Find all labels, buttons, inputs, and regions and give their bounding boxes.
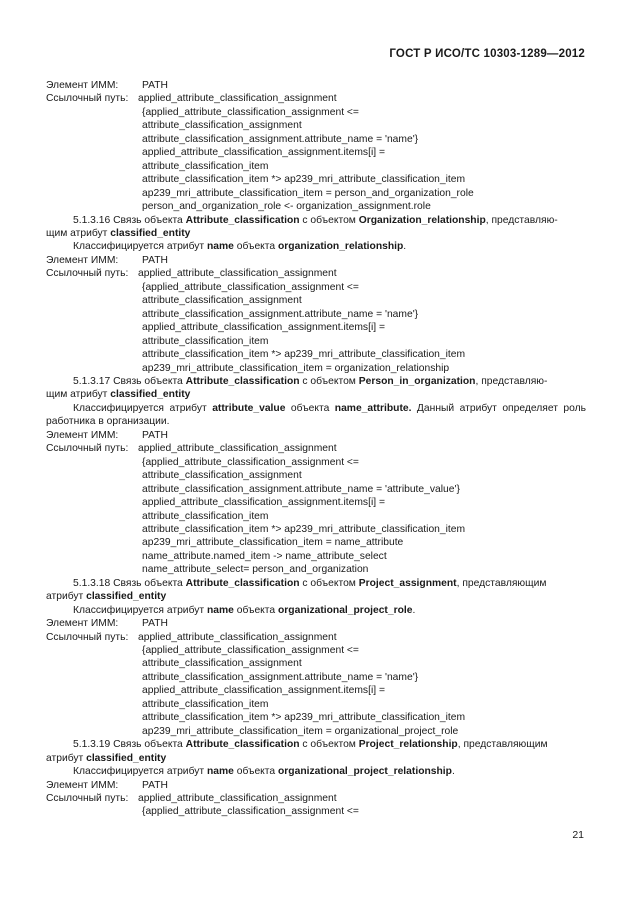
reference-path-line: {applied_attribute_classification_assignment <= <box>142 456 359 468</box>
reference-path-line: name_attribute.named_item -> name_attribute_select <box>142 550 387 562</box>
classification-note <box>46 240 586 253</box>
reference-path-line: attribute_classification_assignment.attribute_name = 'name'} <box>142 671 419 683</box>
reference-path-label: Ссылочный путь: <box>46 93 129 105</box>
reference-path-line: ap239_mri_attribute_classification_item = name_attribute <box>142 537 404 549</box>
heading-text: , представляю- <box>475 375 548 387</box>
section-number: 5.1.3.19 <box>73 739 111 751</box>
mim-element-row <box>46 429 586 442</box>
reference-path-line: attribute_classification_item *> ap239_mri_attribute_classification_item <box>142 349 466 361</box>
note-text: . <box>403 241 407 253</box>
section-number: 5.1.3.17 <box>73 375 111 387</box>
reference-path-line: ap239_mri_attribute_classification_item = organization_relationship <box>142 362 450 374</box>
reference-path-line: applied_attribute_classification_assignment <box>138 93 337 105</box>
reference-path-label: Ссылочный путь: <box>46 793 129 805</box>
heading-text: с объектом <box>299 739 359 751</box>
reference-path-line: attribute_classification_item <box>142 510 269 522</box>
target-entity-name: Person_in_organization <box>358 375 476 387</box>
target-entity-name: Project_relationship <box>358 739 458 751</box>
mim-element-value: PATH <box>142 779 168 791</box>
target-entity-name: Organization_relationship <box>358 214 486 226</box>
section-number: 5.1.3.16 <box>73 214 111 226</box>
reference-path-line: ap239_mri_attribute_classification_item = person_and_organization_role <box>142 187 474 199</box>
section-heading <box>46 738 586 765</box>
object-name: name_attribute. <box>334 402 412 414</box>
attribute-name: attribute_value <box>212 402 286 414</box>
heading-text: с объектом <box>299 214 359 226</box>
classification-note <box>46 604 586 617</box>
reference-path-label: Ссылочный путь: <box>46 443 129 455</box>
entity-name: Attribute_classification <box>185 577 300 589</box>
reference-path-line: {applied_attribute_classification_assignment <= <box>142 106 359 118</box>
heading-text: с объектом <box>299 375 359 387</box>
attribute-name: name <box>206 766 234 778</box>
reference-path-line: attribute_classification_item <box>142 160 269 172</box>
note-text: объекта <box>233 241 278 253</box>
reference-path-row <box>46 792 586 805</box>
note-text: Данный атрибут определяет роль работника в организации. <box>46 402 587 428</box>
attribute-name: name <box>206 241 234 253</box>
note-text: объекта <box>233 766 278 778</box>
reference-path-row <box>46 92 586 105</box>
reference-path-row <box>46 631 586 644</box>
heading-text: с объектом <box>299 577 359 589</box>
reference-path-line: applied_attribute_classification_assignment <box>138 631 337 643</box>
reference-path-row <box>46 442 586 455</box>
mim-element-label: Элемент ИММ: <box>46 80 119 91</box>
reference-path-line: {applied_attribute_classification_assignment <= <box>142 645 359 657</box>
object-name: organizational_project_relationship <box>278 766 452 778</box>
note-text: объекта <box>233 604 278 616</box>
reference-path-line: applied_attribute_classification_assignment.items[i] = <box>142 685 385 697</box>
target-entity-name: Project_assignment <box>358 577 457 589</box>
reference-path-line: ap239_mri_attribute_classification_item = organizational_project_role <box>142 725 459 737</box>
page-number: 21 <box>572 829 584 841</box>
note-text: . <box>451 766 455 778</box>
reference-path-row <box>46 267 586 280</box>
mim-element-row <box>46 779 586 792</box>
reference-path-line: attribute_classification_assignment <box>142 470 302 482</box>
reference-path-line: applied_attribute_classification_assignment.items[i] = <box>142 322 385 334</box>
reference-path-line: applied_attribute_classification_assignment <box>138 268 337 280</box>
classification-note <box>46 402 586 429</box>
section-heading <box>46 214 586 241</box>
section-number: 5.1.3.18 <box>73 577 111 589</box>
heading-text: , представляющим <box>457 739 548 751</box>
note-text: Классифицируется атрибут <box>73 241 207 253</box>
object-name: organizational_project_role <box>278 604 413 616</box>
mim-element-row <box>46 254 586 267</box>
note-text: Классифицируется атрибут <box>73 604 207 616</box>
heading-text: Связь объекта <box>110 739 186 751</box>
heading-text: , представляющим <box>456 577 547 589</box>
reference-path-line: applied_attribute_classification_assignment <box>138 793 337 805</box>
note-text: Классифицируется атрибут <box>73 766 207 778</box>
reference-path-line: attribute_classification_assignment <box>142 120 302 132</box>
mim-element-row <box>46 79 586 92</box>
mim-element-value: PATH <box>142 254 168 266</box>
attribute-name: name <box>206 604 234 616</box>
reference-path-line: attribute_classification_item <box>142 698 269 710</box>
note-text: объекта <box>285 402 335 414</box>
heading-text: щим атрибут <box>46 227 111 239</box>
reference-path-line: applied_attribute_classification_assignment <box>138 443 337 455</box>
mim-element-label: Элемент ИММ: <box>46 779 119 791</box>
reference-path-line: attribute_classification_assignment.attribute_name = 'name'} <box>142 133 419 145</box>
reference-path-line: attribute_classification_assignment.attribute_name = 'name'} <box>142 308 419 320</box>
mim-element-label: Элемент ИММ: <box>46 429 119 441</box>
heading-text: , представляю- <box>485 214 558 226</box>
attribute-name: classified_entity <box>86 752 167 764</box>
reference-path-line: applied_attribute_classification_assignment.items[i] = <box>142 497 385 509</box>
reference-path-label: Ссылочный путь: <box>46 631 129 643</box>
section-heading <box>46 375 586 402</box>
reference-path-line: name_attribute_select= person_and_organization <box>142 564 369 576</box>
reference-path-line: attribute_classification_assignment <box>142 658 302 670</box>
reference-path-line: attribute_classification_item <box>142 335 269 347</box>
reference-path-line: attribute_classification_assignment <box>142 295 302 307</box>
heading-text: атрибут <box>46 591 87 603</box>
heading-text: Связь объекта <box>110 214 186 226</box>
reference-path-line: {applied_attribute_classification_assignment <= <box>142 806 359 818</box>
reference-path-line: {applied_attribute_classification_assignment <= <box>142 281 359 293</box>
attribute-name: classified_entity <box>110 227 191 239</box>
note-text: Классифицируется атрибут <box>73 402 213 414</box>
mim-element-label: Элемент ИММ: <box>46 254 119 266</box>
entity-name: Attribute_classification <box>185 214 300 226</box>
note-text: . <box>412 604 416 616</box>
reference-path-line: attribute_classification_item *> ap239_mri_attribute_classification_item <box>142 712 466 724</box>
mim-element-value: PATH <box>142 80 168 91</box>
mim-element-label: Элемент ИММ: <box>46 618 119 630</box>
mim-element-row <box>46 617 586 630</box>
section-heading <box>46 577 586 604</box>
reference-path-line: attribute_classification_assignment.attribute_name = 'attribute_value'} <box>142 483 460 495</box>
document-body <box>46 79 586 819</box>
classification-note <box>46 765 586 778</box>
mim-element-value: PATH <box>142 618 168 630</box>
reference-path-label: Ссылочный путь: <box>46 268 129 280</box>
reference-path-line: person_and_organization_role <- organization_assignment.role <box>142 201 431 213</box>
object-name: organization_relationship <box>278 241 404 253</box>
mim-element-value: PATH <box>142 429 168 441</box>
entity-name: Attribute_classification <box>185 739 300 751</box>
heading-text: атрибут <box>46 752 87 764</box>
heading-text: Связь объекта <box>110 375 186 387</box>
entity-name: Attribute_classification <box>185 375 300 387</box>
attribute-name: classified_entity <box>86 591 167 603</box>
reference-path-line: attribute_classification_item *> ap239_mri_attribute_classification_item <box>142 174 466 186</box>
standard-header: ГОСТ Р ИСО/ТС 10303-1289—2012 <box>389 48 585 60</box>
heading-text: Связь объекта <box>110 577 186 589</box>
heading-text: щим атрибут <box>46 389 111 401</box>
reference-path-line: applied_attribute_classification_assignment.items[i] = <box>142 147 385 159</box>
reference-path-line: attribute_classification_item *> ap239_mri_attribute_classification_item <box>142 523 466 535</box>
attribute-name: classified_entity <box>110 389 191 401</box>
